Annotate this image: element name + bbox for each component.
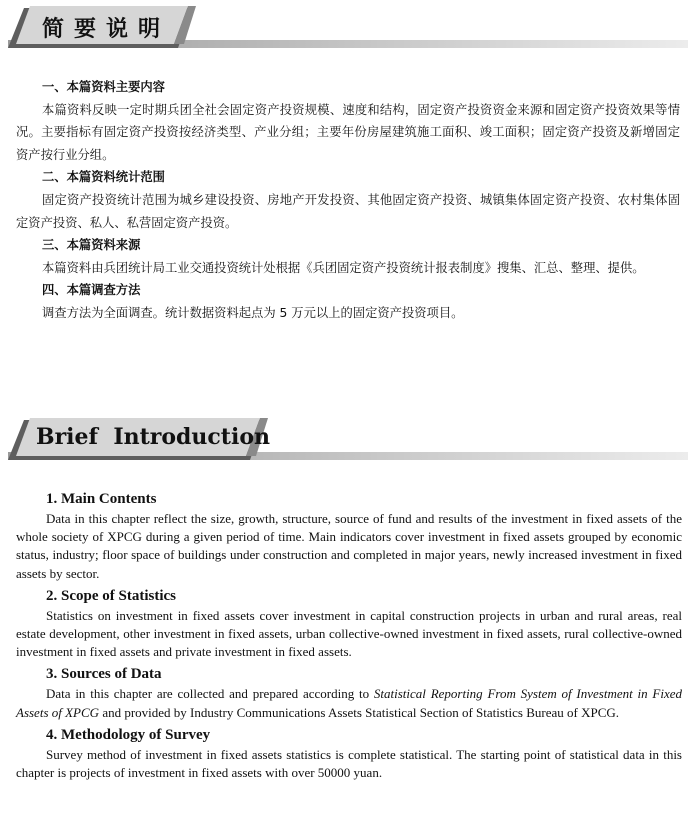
cn-section-1-title: 一、本篇资料主要内容 (42, 80, 165, 94)
en-section-2-body: Statistics on investment in fixed assets cover investment in capital construction projects in urban and rural areas, real estate development, other investment in fixed assets, urban collective-owned investment in fixed assets, rural collective-owned investment in fixed assets and private investment in fixed assets. (16, 607, 682, 660)
cn-section-4-title: 四、本篇调查方法 (42, 283, 141, 298)
chinese-section-banner (8, 4, 688, 58)
en-section-3-title: 3. Sources of Data (46, 666, 162, 683)
english-section-banner (8, 416, 688, 470)
english-banner-title: Brief Introduction (36, 424, 270, 450)
en-section-2-title: 2. Scope of Statistics (46, 587, 176, 604)
chinese-banner-title: 简要说明 (42, 16, 171, 42)
en-section-1-body: Data in this chapter reflect the size, growth, structure, source of fund and results of the investment in fixed assets of the whole society of XPCG during a given period of time. Main indicators cover investment in fixed assets grouped by economic status, industry; floor space of buildings under construction and completed in major years, newly increased investment in fixed assets by sector. (16, 511, 682, 581)
en-section-3-body-after: and provided by Industry Communications Assets Statistical Section of Statistics Bureau of XPCG. (99, 704, 620, 720)
cn-section-3-body: 本篇资料由兵团统计局工业交通投资统计处根据《兵团固定资产投资统计报表制度》搜集、汇总、整理、提供。 (42, 260, 645, 275)
english-body (16, 488, 682, 784)
en-section-1-title: 1. Main Contents (46, 491, 157, 507)
en-section-3-body-italic: Statistical Reporting From System of Investment in Fixed Assets of XPCG (16, 686, 683, 720)
chinese-body (16, 76, 680, 325)
en-section-3-body (16, 685, 682, 721)
cn-section-3-title: 三、本篇资料来源 (42, 238, 141, 253)
cn-section-2-body: 固定资产投资统计范围为城乡建设投资、房地产开发投资、其他固定资产投资、城镇集体固定资产投资、农村集体固定资产投资、私人、私营固定资产投资。 (16, 192, 680, 230)
en-section-4-title: 4. Methodology of Survey (46, 726, 211, 743)
en-section-3-body-before: Data in this chapter are collected and prepared according to (46, 686, 374, 702)
cn-section-1-body: 本篇资料反映一定时期兵团全社会固定资产投资规模、速度和结构，固定资产投资资金来源和固定资产投资效果等情况。主要指标有固定资产投资按经济类型、产业分组；主要年份房屋建筑施工面积、竣工面积；固定资产投资及新增固定资产按行业分组。 (16, 102, 680, 162)
cn-section-2-title: 二、本篇资料统计范围 (42, 170, 165, 185)
en-section-4-body: Survey method of investment in fixed assets statistics is complete statistical. The starting point of statistical data in this chapter is projects of investment in fixed assets with over 50000 yuan. (16, 746, 682, 781)
cn-section-4-body: 调查方法为全面调查。统计数据资料起点为 5 万元以上的固定资产投资项目。 (42, 305, 464, 320)
